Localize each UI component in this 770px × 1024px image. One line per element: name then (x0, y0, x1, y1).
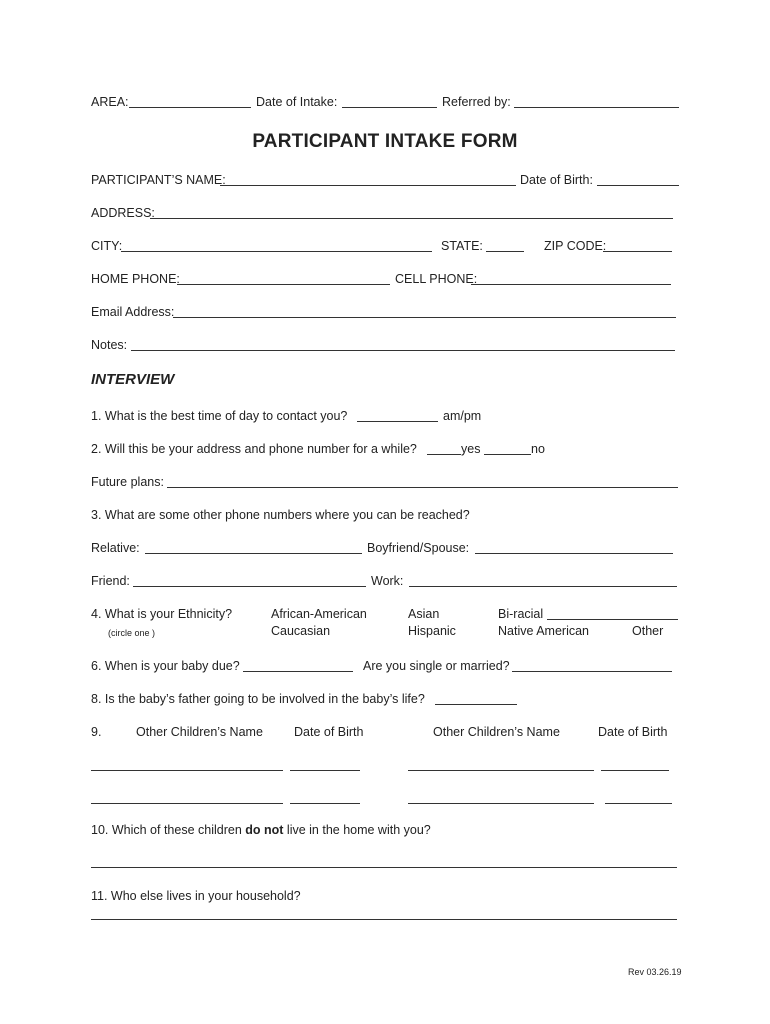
area-label: AREA: (91, 95, 129, 109)
participant-name-label: PARTICIPANT’S NAME: (91, 173, 226, 187)
question-4: 4. What is your Ethnicity? (91, 607, 233, 621)
question-1: 1. What is the best time of day to contact you? (91, 409, 348, 423)
ethnicity-caucasian[interactable]: Caucasian (271, 624, 331, 638)
children-name-header-1: Other Children’s Name (136, 725, 263, 739)
state-label: STATE: (441, 239, 483, 253)
child-name-field-2[interactable] (408, 770, 594, 771)
revision-label: Rev 03.26.19 (628, 967, 682, 977)
bi-racial-field[interactable] (547, 619, 678, 620)
question-6: 6. When is your baby due? (91, 659, 240, 673)
children-not-home-field[interactable] (91, 867, 677, 868)
circle-one-hint: (circle one ) (108, 628, 156, 638)
address-label: ADDRESS: (91, 206, 155, 220)
yes-label: yes (461, 442, 481, 456)
zip-code-label: ZIP CODE: (544, 239, 607, 253)
question-6b: Are you single or married? (363, 659, 510, 673)
child-dob-field-1[interactable] (290, 770, 360, 771)
area-field[interactable] (129, 107, 251, 108)
question-11: 11. Who else lives in your household? (91, 889, 301, 903)
due-date-field[interactable] (243, 671, 353, 672)
city-label: CITY: (91, 239, 123, 253)
yes-field[interactable] (427, 454, 461, 455)
friend-label: Friend: (91, 574, 130, 588)
referred-by-label: Referred by: (442, 95, 511, 109)
child-name-field-1[interactable] (91, 770, 283, 771)
question-10 (91, 822, 431, 838)
ethnicity-bi-racial[interactable]: Bi-racial (498, 607, 544, 621)
future-plans-field[interactable] (167, 487, 678, 488)
child-name-field-4[interactable] (408, 803, 594, 804)
cell-phone-label: CELL PHONE: (395, 272, 478, 286)
relative-label: Relative: (91, 541, 140, 555)
child-dob-field-3[interactable] (290, 803, 360, 804)
children-dob-header-2: Date of Birth (598, 725, 668, 739)
work-label: Work: (371, 574, 404, 588)
children-dob-header-1: Date of Birth (294, 725, 364, 739)
child-dob-field-2[interactable] (601, 770, 669, 771)
referred-by-field[interactable] (514, 107, 679, 108)
city-field[interactable] (121, 251, 432, 252)
ethnicity-african-american[interactable]: African-American (271, 607, 367, 621)
question-10-post: live in the home with you? (283, 823, 431, 837)
date-of-intake-label: Date of Intake: (256, 95, 338, 109)
question-8: 8. Is the baby’s father going to be involved in the baby’s life? (91, 692, 425, 706)
question-2: 2. Will this be your address and phone number for a while? (91, 442, 417, 456)
ethnicity-asian[interactable]: Asian (408, 607, 440, 621)
question-10-emphasis: do not (245, 823, 284, 837)
notes-field[interactable] (131, 350, 675, 351)
home-phone-label: HOME PHONE: (91, 272, 180, 286)
ethnicity-other[interactable]: Other (632, 624, 664, 638)
friend-field[interactable] (133, 586, 366, 587)
boyfriend-spouse-field[interactable] (475, 553, 673, 554)
marital-status-field[interactable] (512, 671, 672, 672)
interview-heading: INTERVIEW (91, 371, 175, 388)
children-name-header-2: Other Children’s Name (433, 725, 560, 739)
zip-code-field[interactable] (603, 251, 672, 252)
state-field[interactable] (486, 251, 524, 252)
email-field[interactable] (173, 317, 676, 318)
boyfriend-spouse-label: Boyfriend/Spouse: (367, 541, 470, 555)
father-involved-field[interactable] (435, 704, 517, 705)
relative-field[interactable] (145, 553, 362, 554)
date-of-intake-field[interactable] (342, 107, 437, 108)
future-plans-label: Future plans: (91, 475, 164, 489)
child-dob-field-4[interactable] (605, 803, 672, 804)
work-field[interactable] (409, 586, 677, 587)
am-pm-label: am/pm (443, 409, 482, 423)
question-3: 3. What are some other phone numbers where you can be reached? (91, 508, 470, 522)
question-9-number: 9. (91, 725, 102, 739)
home-phone-field[interactable] (177, 284, 390, 285)
no-field[interactable] (484, 454, 531, 455)
no-label: no (531, 442, 545, 456)
ethnicity-hispanic[interactable]: Hispanic (408, 624, 456, 638)
ethnicity-native-american[interactable]: Native American (498, 624, 590, 638)
email-label: Email Address: (91, 305, 175, 319)
form-title: PARTICIPANT INTAKE FORM (252, 131, 518, 152)
notes-label: Notes: (91, 338, 128, 352)
child-name-field-3[interactable] (91, 803, 283, 804)
contact-time-field[interactable] (357, 421, 438, 422)
date-of-birth-field[interactable] (597, 185, 679, 186)
question-10-pre: 10. Which of these children (91, 823, 246, 837)
address-field[interactable] (150, 218, 673, 219)
participant-name-field[interactable] (220, 185, 516, 186)
cell-phone-field[interactable] (471, 284, 671, 285)
date-of-birth-label: Date of Birth: (520, 173, 593, 187)
household-field[interactable] (91, 919, 677, 920)
